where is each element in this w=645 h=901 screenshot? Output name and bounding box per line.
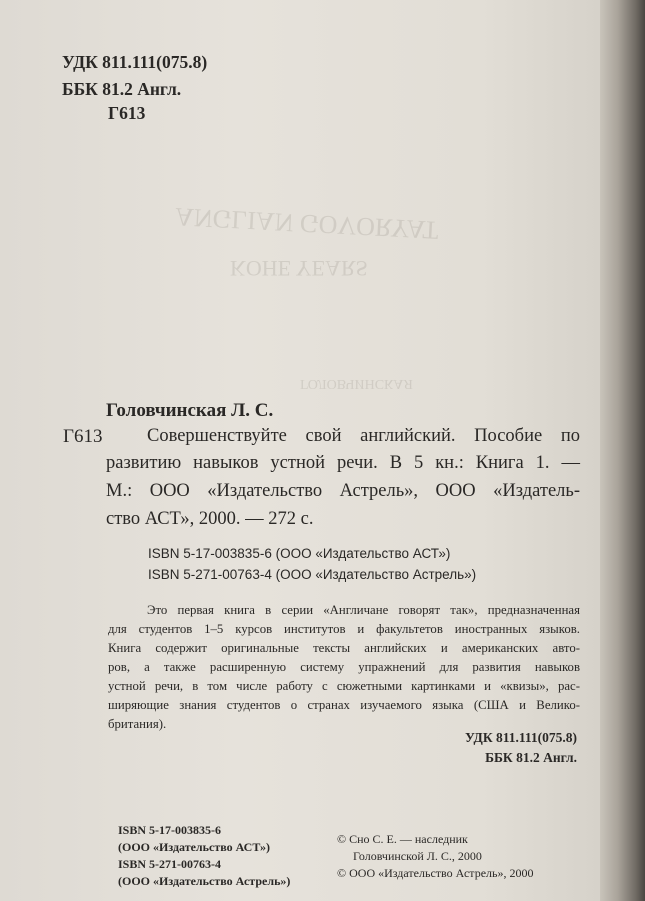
footer-isbn-line: ISBN 5-271-00763-4 bbox=[118, 857, 222, 871]
title-line: Совершенствуйте свой английский. Пособие по bbox=[147, 426, 580, 446]
show-through-text: ГОЛОВЧИНСКАЯ bbox=[300, 376, 413, 391]
description-line: ров, а также расширенную систему упражнений для развития навыков bbox=[108, 660, 580, 674]
description-line: британия). bbox=[108, 717, 167, 731]
description-line: Это первая книга в серии «Англичане говорят так», предназначенная bbox=[147, 603, 580, 617]
show-through-text: KOHE YEARS bbox=[230, 256, 368, 281]
copyright-line: Головчинской Л. С., 2000 bbox=[353, 849, 482, 863]
page-edge-shadow bbox=[600, 0, 645, 901]
footer-isbn-line: (ООО «Издательство Астрель») bbox=[118, 874, 291, 888]
title-line: развитию навыков устной речи. В 5 кн.: Книга 1. — bbox=[106, 453, 580, 473]
author-mark: Г613 bbox=[108, 103, 146, 123]
footer-isbn-line: ISBN 5-17-003835-6 bbox=[118, 823, 222, 837]
udk-code-bottom: УДК 811.111(075.8) bbox=[464, 730, 577, 745]
description-line: Книга содержит оригинальные тексты английских и американских авто- bbox=[108, 641, 580, 655]
bbk-code-bottom: ББК 81.2 Англ. bbox=[485, 750, 577, 765]
isbn-line: ISBN 5-271-00763-4 (ООО «Издательство Астрель») bbox=[148, 567, 477, 582]
title-line: ство АСТ», 2000. — 272 с. bbox=[106, 509, 314, 529]
copyright-line: © ООО «Издательство Астрель», 2000 bbox=[337, 866, 534, 880]
udk-code: УДК 811.111(075.8) bbox=[62, 52, 208, 72]
footer-isbn-line: (ООО «Издательство АСТ») bbox=[118, 840, 271, 854]
bbk-code: ББК 81.2 Англ. bbox=[62, 79, 182, 99]
description-line: ширяющие знания студентов о странах изучаемого языка (США и Велико- bbox=[108, 698, 580, 712]
entry-code: Г613 bbox=[63, 426, 103, 447]
isbn-line: ISBN 5-17-003835-6 (ООО «Издательство АСТ») bbox=[148, 546, 451, 561]
description-line: устной речи, в том числе работу с сюжетными картинками и «квизы», рас- bbox=[108, 679, 580, 693]
author-name: Головчинская Л. С. bbox=[106, 400, 274, 421]
show-through-text: ANGLIAN GOVORYAT bbox=[174, 202, 440, 245]
copyright-line: © Сно С. Е. — наследник bbox=[337, 832, 468, 846]
title-line: М.: ООО «Издательство Астрель», ООО «Издатель- bbox=[106, 481, 580, 501]
description-line: для студентов 1–5 курсов институтов и факультетов иностранных языков. bbox=[108, 622, 580, 636]
